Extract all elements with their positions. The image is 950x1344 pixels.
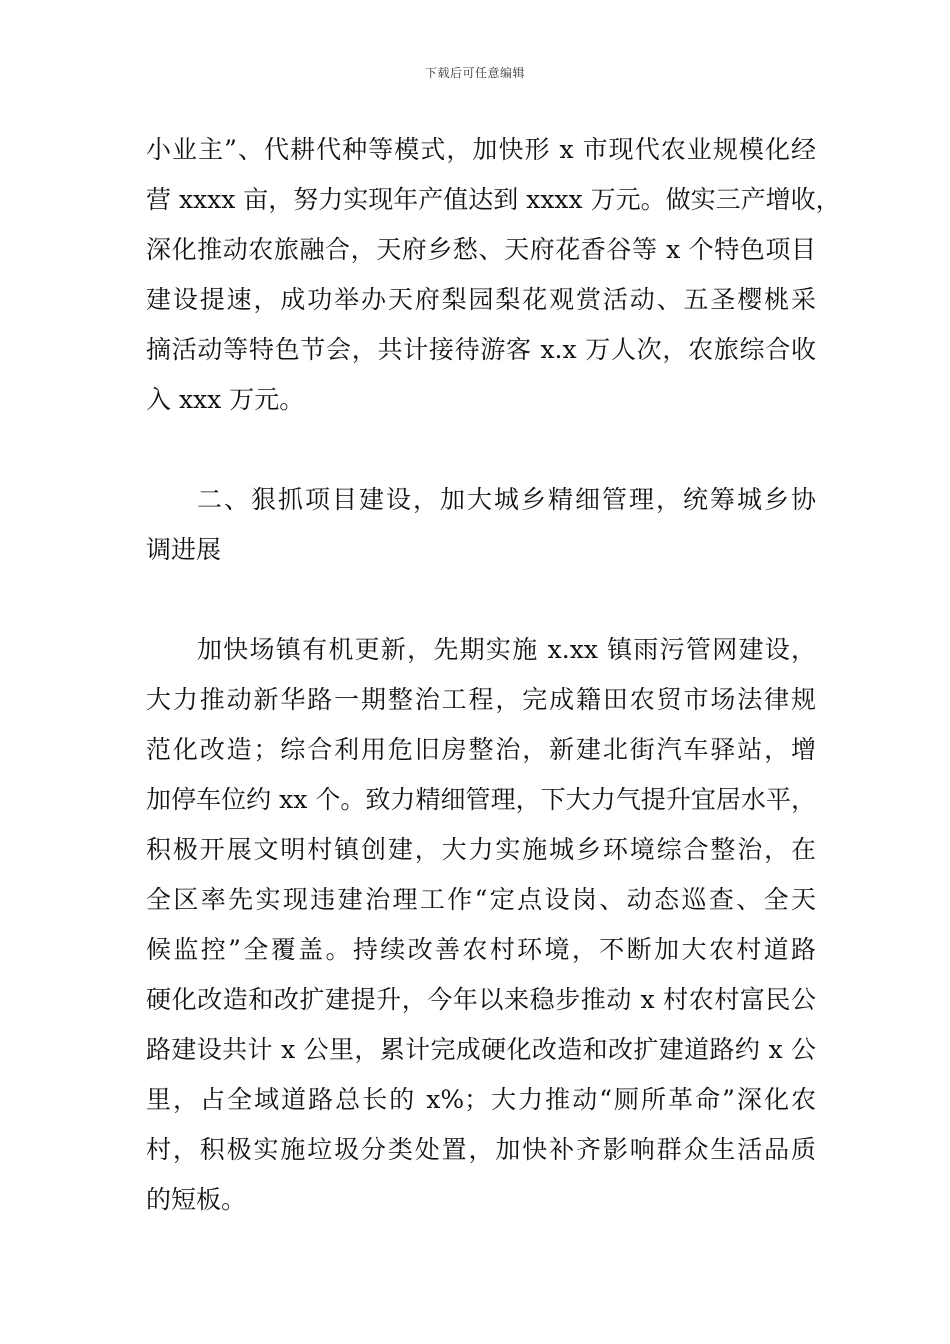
text-line: 摘活动等特色节会，共计接待游客 x.x 万人次，农旅综合收 [146,335,816,364]
text-line: 小业主”、代耕代种等模式，加快形 x 市现代农业规模化经 [146,135,816,164]
heading-line: 二、狠抓项目建设，加大城乡精细管理，统筹城乡协 [197,485,816,514]
page-header: 下载后可任意编辑 [424,66,525,80]
text-line: 全区率先实现违建治理工作“定点设岗、动态巡查、全天 [146,885,816,914]
text-line: 加停车位约 xx 个。致力精细管理，下大力气提升宜居水平， [146,785,816,814]
text-line: 里，占全域道路总长的 x%；大力推动“厕所革命”深化农 [146,1085,816,1114]
text-line: 入 xxx 万元。 [146,385,305,414]
text-line: 大力推动新华路一期整治工程，完成籍田农贸市场法律规 [146,685,816,714]
text-line: 的短板。 [146,1185,247,1214]
text-line: 深化推动农旅融合，天府乡愁、天府花香谷等 x 个特色项目 [146,235,816,264]
text-line: 积极开展文明村镇创建，大力实施城乡环境综合整治，在 [146,835,816,864]
text-line: 候监控”全覆盖。持续改善农村环境，不断加大农村道路 [146,935,816,964]
text-line: 硬化改造和改扩建提升，今年以来稳步推动 x 村农村富民公 [146,985,816,1014]
text-line: 村，积极实施垃圾分类处置，加快补齐影响群众生活品质 [146,1135,816,1164]
text-line: 加快场镇有机更新，先期实施 x.xx 镇雨污管网建设， [197,635,816,664]
text-line: 范化改造；综合利用危旧房整治，新建北街汽车驿站，增 [146,735,816,764]
heading-line: 调进展 [146,535,222,564]
text-line: 营 xxxx 亩，努力实现年产值达到 xxxx 万元。做实三产增收， [146,185,841,214]
text-line: 路建设共计 x 公里，累计完成硬化改造和改扩建道路约 x 公 [146,1035,816,1064]
text-line: 建设提速，成功举办天府梨园梨花观赏活动、五圣樱桃采 [146,285,816,314]
